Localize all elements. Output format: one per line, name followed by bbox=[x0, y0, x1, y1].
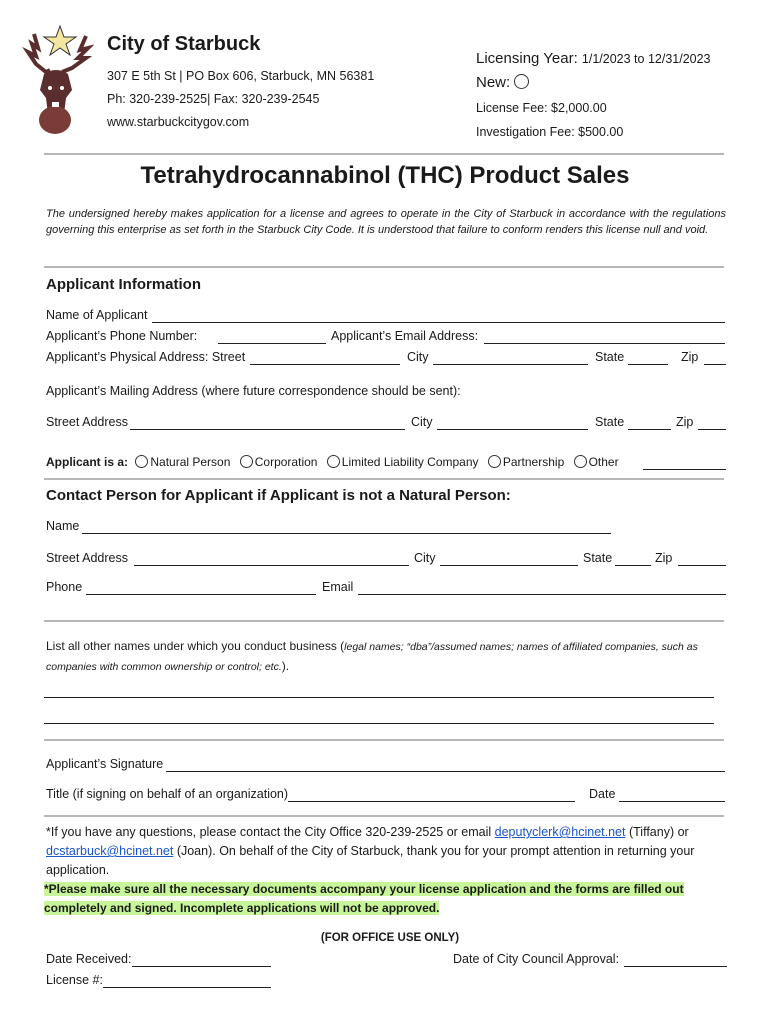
divider bbox=[44, 620, 724, 622]
other-field[interactable] bbox=[643, 469, 726, 470]
office-heading: (FOR OFFICE USE ONLY) bbox=[320, 932, 460, 944]
mailing-street-label: Street Address bbox=[46, 415, 128, 429]
applicant-is-label: Applicant is a: bbox=[46, 455, 129, 469]
other-names-field-1[interactable] bbox=[44, 697, 714, 698]
natural-person-radio[interactable] bbox=[135, 455, 148, 468]
license-number-field[interactable] bbox=[103, 987, 271, 988]
star-icon bbox=[44, 26, 76, 55]
applicant-type-row bbox=[46, 455, 619, 469]
physical-state-label: State bbox=[595, 350, 625, 364]
title-label: Title (if signing on behalf of an organization) bbox=[46, 787, 289, 801]
divider bbox=[44, 815, 724, 817]
mailing-street-field[interactable] bbox=[130, 429, 405, 430]
city-website[interactable]: www.starbuckcitygov.com bbox=[107, 115, 250, 129]
corporation-label: Corporation bbox=[254, 455, 318, 469]
city-address: 307 E 5th St | PO Box 606, Starbuck, MN 56381 bbox=[107, 69, 375, 83]
contact-city-field[interactable] bbox=[440, 565, 578, 566]
date-label: Date bbox=[589, 787, 616, 801]
other-names-text: List all other names under which you conduct business ( bbox=[46, 639, 345, 653]
city-name: City of Starbuck bbox=[107, 33, 261, 55]
email-label: Applicant’s Email Address: bbox=[331, 329, 479, 343]
name-of-applicant-label: Name of Applicant bbox=[46, 308, 148, 322]
note-part2: (Tiffany) or bbox=[625, 825, 689, 839]
new-label: New: bbox=[476, 74, 511, 91]
date-received-label: Date Received: bbox=[46, 952, 132, 966]
date-received-field[interactable] bbox=[132, 966, 271, 967]
other-names-close: ). bbox=[281, 659, 290, 673]
licensing-year-label: Licensing Year: bbox=[476, 50, 578, 67]
mailing-city-label: City bbox=[411, 415, 433, 429]
new-radio[interactable] bbox=[514, 74, 529, 89]
contact-phone-label: Phone bbox=[46, 580, 83, 594]
mailing-city-field[interactable] bbox=[437, 429, 588, 430]
license-number-label: License #: bbox=[46, 973, 103, 987]
licensing-year bbox=[476, 50, 711, 67]
physical-street-field[interactable] bbox=[250, 364, 400, 365]
other-label: Other bbox=[588, 455, 619, 469]
highlight-note bbox=[44, 880, 720, 918]
other-names-italic: legal names; “dba”/assumed names; names of affiliated companies, such as companies with common ownership or control; etc. bbox=[46, 641, 698, 673]
investigation-fee: Investigation Fee: $500.00 bbox=[476, 125, 624, 139]
corporation-radio[interactable] bbox=[240, 455, 253, 468]
mailing-note: Applicant’s Mailing Address (where future correspondence should be sent): bbox=[46, 384, 461, 398]
note-part1: *If you have any questions, please contact the City Office 320-239-2525 or email bbox=[46, 825, 495, 839]
title-field[interactable] bbox=[288, 801, 575, 802]
council-approval-field[interactable] bbox=[624, 966, 727, 967]
date-field[interactable] bbox=[619, 801, 725, 802]
physical-street-label: Applicant’s Physical Address: Street bbox=[46, 350, 246, 364]
partnership-label: Partnership bbox=[502, 455, 565, 469]
dcstarbuck-email-link[interactable]: dcstarbuck@hcinet.net bbox=[46, 844, 174, 858]
contact-zip-label: Zip bbox=[655, 551, 673, 565]
divider bbox=[44, 478, 724, 480]
contact-state-label: State bbox=[583, 551, 613, 565]
contact-heading: Contact Person for Applicant if Applicant is not a Natural Person: bbox=[46, 487, 511, 504]
physical-city-field[interactable] bbox=[433, 364, 588, 365]
divider bbox=[44, 739, 724, 741]
other-names-field-2[interactable] bbox=[44, 723, 714, 724]
partnership-radio[interactable] bbox=[488, 455, 501, 468]
contact-name-label: Name bbox=[46, 519, 80, 533]
other-radio[interactable] bbox=[574, 455, 587, 468]
contact-zip-field[interactable] bbox=[678, 565, 726, 566]
signature-label: Applicant’s Signature bbox=[46, 757, 164, 771]
llc-label: Limited Liability Company bbox=[341, 455, 479, 469]
divider bbox=[44, 266, 724, 268]
page-title: Tetrahydrocannabinol (THC) Product Sales bbox=[140, 162, 630, 189]
natural-person-label: Natural Person bbox=[150, 455, 231, 469]
physical-zip-field[interactable] bbox=[704, 364, 726, 365]
contact-email-label: Email bbox=[322, 580, 354, 594]
mailing-state-label: State bbox=[595, 415, 625, 429]
signature-field[interactable] bbox=[166, 771, 725, 772]
contact-city-label: City bbox=[414, 551, 436, 565]
physical-zip-label: Zip bbox=[681, 350, 699, 364]
llc-radio[interactable] bbox=[327, 455, 340, 468]
contact-state-field[interactable] bbox=[615, 565, 651, 566]
applicant-heading: Applicant Information bbox=[46, 276, 201, 293]
license-fee: License Fee: $2,000.00 bbox=[476, 101, 607, 115]
mailing-zip-label: Zip bbox=[676, 415, 694, 429]
highlight-text: *Please make sure all the necessary documents accompany your license application and the forms are filled out completely and signed. Incomplete applications will not be approved. bbox=[44, 882, 684, 915]
new-option bbox=[476, 74, 531, 91]
intro-text: The undersigned hereby makes application for a license and agrees to operate in the City of Starbuck in accordance with the regulations governing this enterprise as set forth in the Starbuck City Code. It is understood that failure to conform renders this license null and void. bbox=[46, 208, 726, 236]
note-part3: (Joan). On behalf of the City of Starbuck, thank you for your prompt attention in returning your application. bbox=[46, 844, 695, 877]
mailing-state-field[interactable] bbox=[628, 429, 671, 430]
contact-street-field[interactable] bbox=[134, 565, 409, 566]
phone-label: Applicant’s Phone Number: bbox=[46, 329, 198, 343]
mailing-zip-field[interactable] bbox=[698, 429, 726, 430]
city-phone-fax: Ph: 320-239-2525| Fax: 320-239-2545 bbox=[107, 92, 320, 106]
council-approval-label: Date of City Council Approval: bbox=[453, 952, 620, 966]
phone-field[interactable] bbox=[218, 343, 326, 344]
name-of-applicant-field[interactable] bbox=[152, 322, 725, 323]
questions-note bbox=[46, 823, 726, 880]
physical-state-field[interactable] bbox=[628, 364, 668, 365]
city-logo bbox=[14, 24, 94, 136]
contact-name-field[interactable] bbox=[82, 533, 611, 534]
other-names-instructions bbox=[46, 637, 746, 677]
licensing-year-value: 1/1/2023 to 12/31/2023 bbox=[581, 52, 711, 66]
contact-email-field[interactable] bbox=[358, 594, 726, 595]
deputyclerk-email-link[interactable]: deputyclerk@hcinet.net bbox=[494, 825, 626, 839]
contact-street-label: Street Address bbox=[46, 551, 128, 565]
divider bbox=[44, 153, 724, 155]
contact-phone-field[interactable] bbox=[86, 594, 316, 595]
physical-city-label: City bbox=[407, 350, 429, 364]
email-field[interactable] bbox=[484, 343, 725, 344]
